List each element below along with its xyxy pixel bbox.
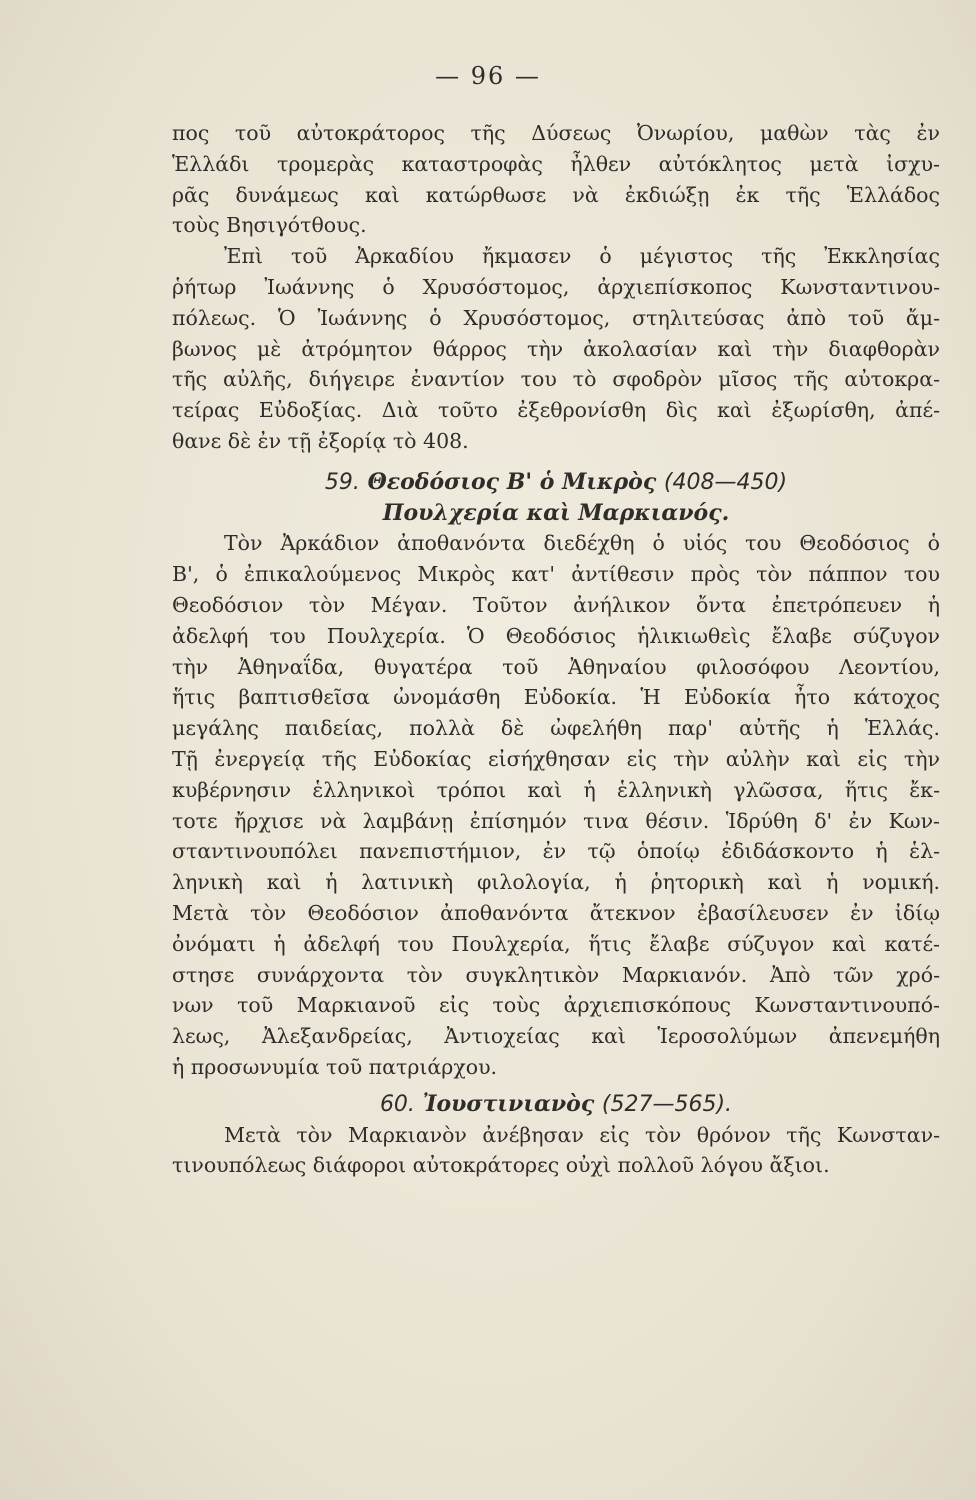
text-line: τινουπόλεως διάφοροι αὐτοκράτορες οὐχὶ πολλοῦ λόγου ἄξιοι. <box>172 1153 830 1178</box>
section-dates: (408—450) <box>663 469 788 495</box>
text-line: βωνος μὲ ἀτρόμητον θάρρος τὴν ἀκολασίαν καὶ τὴν διαφθορὰν <box>172 336 940 361</box>
text-line: θανε δὲ ἐν τῇ ἐξορίᾳ τὸ 408. <box>172 428 469 453</box>
text-line: ρᾶς δυνάμεως καὶ κατώρθωσε νὰ ἐκδιώξῃ ἐκ τῆς Ἑλλάδος <box>172 182 940 207</box>
text-line: Ἐπὶ τοῦ Ἀρκαδίου ἤκμασεν ὁ μέγιστος τῆς Ἐκκλησίας <box>224 244 940 269</box>
text-line: Θεοδόσιον τὸν Μέγαν. Τοῦτον ἀνήλικον ὄντα ἐπετρόπευεν ἡ <box>172 592 940 617</box>
page-number: — 96 — <box>435 62 541 90</box>
text-line: ἀδελφή του Πουλχερία. Ὁ Θεοδόσιος ἡλικιωθεὶς ἔλαβε σύζυγον <box>172 623 940 648</box>
text-line: σταντινουπόλει πανεπιστήμιον, ἐν τῷ ὁποίῳ ἐδιδάσκοντο ἡ ἑλ- <box>172 839 940 864</box>
section-number: 59. <box>324 469 360 495</box>
text-line: ἥτις βαπτισθεῖσα ὠνομάσθη Εὐδοκία. Ἡ Εὐδοκία ἦτο κάτοχος <box>172 685 940 710</box>
text-line: πόλεως. Ὁ Ἰωάννης ὁ Χρυσόστομος, στηλιτεύσας ἀπὸ τοῦ ἄμ- <box>172 305 940 330</box>
paragraph-4 <box>172 1120 940 1182</box>
section-number: 60. <box>379 1091 415 1117</box>
paragraph-3 <box>172 528 940 1082</box>
text-line: Ἑλλάδι τρομερὰς καταστροφὰς ἦλθεν αὐτόκλητος μετὰ ἰσχυ- <box>172 151 940 176</box>
page-text <box>172 118 940 1181</box>
section-59-subtitle: Πουλχερία καὶ Μαρκιανός. <box>382 499 730 526</box>
text-line: Τῇ ἐνεργείᾳ τῆς Εὐδοκίας εἰσήχθησαν εἰς τὴν αὐλὴν καὶ εἰς τὴν <box>172 746 940 771</box>
text-line: πος τοῦ αὐτοκράτορος τῆς Δύσεως Ὀνωρίου, μαθὼν τὰς ἐν <box>172 121 940 145</box>
text-line: ὀνόματι ἡ ἀδελφή του Πουλχερία, ἥτις ἔλαβε σύζυγον καὶ κατέ- <box>172 931 940 956</box>
paragraph-1 <box>172 118 940 241</box>
text-line: στησε συνάρχοντα τὸν συγκλητικὸν Μαρκιανόν. Ἀπὸ τῶν χρό- <box>172 962 940 987</box>
section-title: Ἰουστινιανὸς <box>422 1090 595 1117</box>
section-60-heading <box>172 1089 940 1120</box>
section-dates: (527—565). <box>601 1091 733 1117</box>
paragraph-2 <box>172 241 940 457</box>
text-line: κυβέρνησιν ἑλληνικοὶ τρόποι καὶ ἡ ἑλληνικὴ γλῶσσα, ἥτις ἔκ- <box>172 777 940 802</box>
text-line: ῥήτωρ Ἰωάννης ὁ Χρυσόστομος, ἀρχιεπίσκοπος Κωνσταντινου- <box>172 274 940 299</box>
text-line: Μετὰ τὸν Θεοδόσιον ἀποθανόντα ἄτεκνον ἐβασίλευσεν ἐν ἰδίῳ <box>172 900 940 925</box>
text-line: τοτε ἤρχισε νὰ λαμβάνῃ ἐπίσημόν τινα θέσιν. Ἱδρύθη δ' ἐν Κων- <box>172 808 940 833</box>
text-line: τῆς αὐλῆς, διήγειρε ἐναντίον του τὸ σφοδρὸν μῖσος τῆς αὐτοκρα- <box>172 367 940 392</box>
text-line: Μετὰ τὸν Μαρκιανὸν ἀνέβησαν εἰς τὸν θρόνον τῆς Κωνσταν- <box>224 1122 940 1147</box>
text-line: τείρας Εὐδοξίας. Διὰ τοῦτο ἐξεθρονίσθη δὶς καὶ ἐξωρίσθη, ἀπέ- <box>172 398 940 423</box>
text-line: λεως, Ἀλεξανδρείας, Ἀντιοχείας καὶ Ἱεροσολύμων ἀπενεμήθη <box>172 1024 940 1049</box>
text-line: Τὸν Ἀρκάδιον ἀποθανόντα διεδέχθη ὁ υἱός του Θεοδόσιος ὁ <box>224 531 940 556</box>
text-line: νων τοῦ Μαρκιανοῦ εἰς τοὺς ἀρχιεπισκόπους Κωνσταντινουπό- <box>172 993 940 1018</box>
section-title: Θεοδόσιος Β' ὁ Μικρὸς <box>367 468 657 495</box>
text-line: ληνικὴ καὶ ἡ λατινικὴ φιλολογία, ἡ ῥητορικὴ καὶ ἡ νομική. <box>172 870 940 895</box>
text-line: Β', ὁ ἐπικαλούμενος Μικρὸς κατ' ἀντίθεσιν πρὸς τὸν πάππον του <box>172 562 940 587</box>
text-line: τοὺς Βησιγότθους. <box>172 213 367 238</box>
text-line: μεγάλης παιδείας, πολλὰ δὲ ὠφελήθη παρ' αὐτῆς ἡ Ἑλλάς. <box>172 716 940 741</box>
section-59-heading <box>172 467 940 498</box>
text-line: τὴν Ἀθηναΐδα, θυγατέρα τοῦ Ἀθηναίου φιλοσόφου Λεοντίου, <box>172 654 940 679</box>
text-line: ἡ προσωνυμία τοῦ πατριάρχου. <box>172 1054 498 1079</box>
